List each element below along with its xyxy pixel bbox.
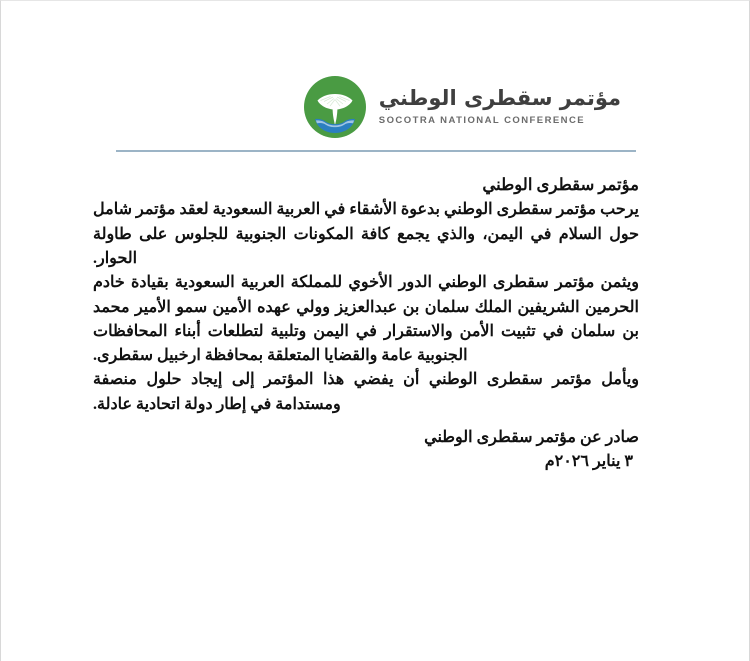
socotra-dragon-blood-tree-emblem-icon <box>303 75 367 139</box>
signature-block <box>339 426 639 474</box>
statement-body <box>1 152 749 474</box>
logo-english-wordmark: SOCOTRA NATIONAL CONFERENCE <box>378 115 586 127</box>
signature-issuer: صادر عن مؤتمر سقطرى الوطني <box>424 429 639 447</box>
statement-paragraph-2: ويثمن مؤتمر سقطرى الوطني الدور الأخوي للمملكة العربية السعودية بقيادة خادم الحرمين الشريفين الملك سلمان بن عبدالعزيز وولي عهده الأمين سمو الأمير محمد بن سلمان في تثبيت الأمن والاستقرار في اليمن وتلبية لتطلعات أبناء المحافظات الجنوبية عامة والقضايا المتعلقة بمحافظة ارخبيل سقطرى. <box>93 274 639 365</box>
statement-title: مؤتمر سقطرى الوطني <box>482 175 639 194</box>
document-header <box>1 1 749 139</box>
statement-paragraph-1: يرحب مؤتمر سقطرى الوطني بدعوة الأشقاء في العربية السعودية لعقد مؤتمر شامل حول السلام في اليمن، والذي يجمع كافة المكونات الجنوبية للجلوس على طاولة الحوار. <box>93 201 639 267</box>
logo-wordmark <box>379 88 621 126</box>
logo-arabic-wordmark: مؤتمر سقطرى الوطني <box>378 86 621 111</box>
statement-paragraph-3: ويأمل مؤتمر سقطرى الوطني أن يفضي هذا المؤتمر إلى إيجاد حلول منصفة ومستدامة في إطار دولة اتحادية عادلة. <box>93 371 639 413</box>
header-divider-wrap <box>1 139 749 152</box>
signature-date: ٣ يناير ٢٠٢٦م <box>544 453 633 471</box>
conference-logo <box>303 75 621 139</box>
